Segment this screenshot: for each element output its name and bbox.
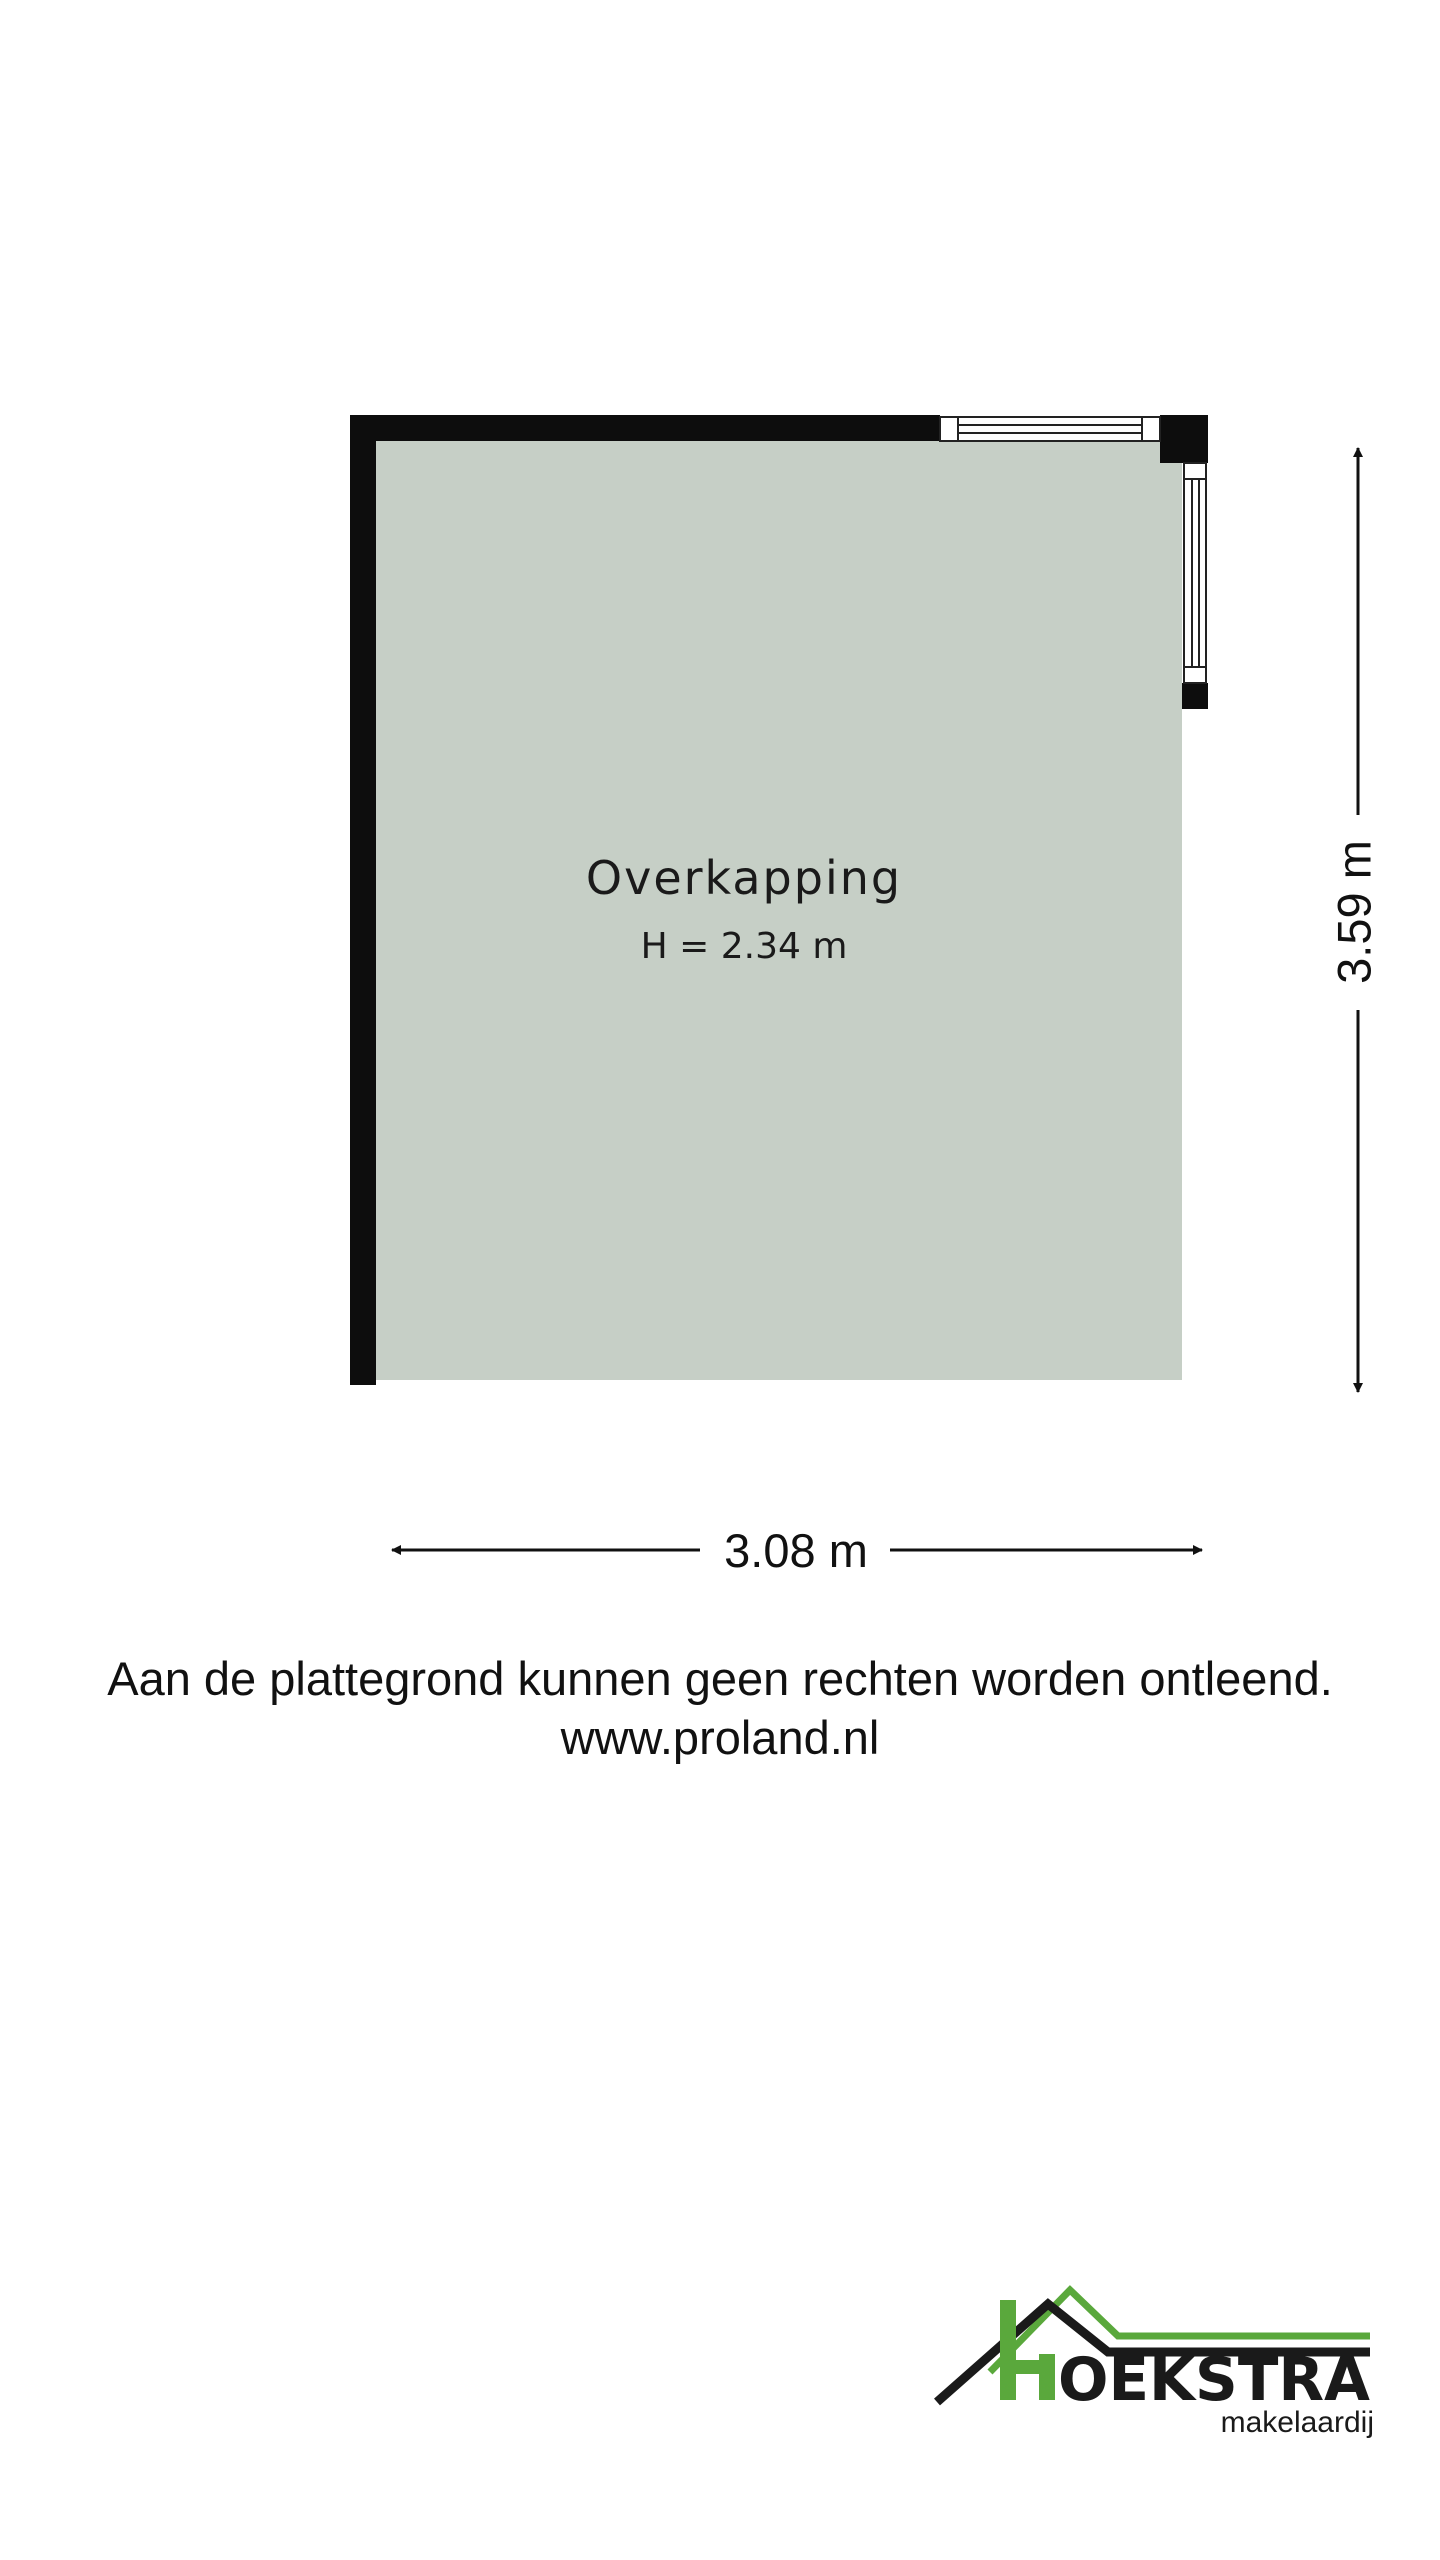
- right-window: [1184, 463, 1206, 683]
- logo-tagline: makelaardij: [1220, 2406, 1374, 2439]
- width-dimension: [392, 1524, 1202, 1577]
- website-link[interactable]: www.proland.nl: [560, 1711, 880, 1764]
- left-wall: [350, 415, 376, 1385]
- top-right-wall: [1160, 415, 1208, 463]
- room-name: Overkapping: [585, 851, 903, 905]
- disclaimer-text: Aan de plattegrond kunnen geen rechten worden ontleend.: [107, 1652, 1333, 1705]
- top-window: [940, 417, 1160, 441]
- hoekstra-logo: [937, 2290, 1374, 2439]
- width-label: 3.08 m: [724, 1524, 868, 1577]
- top-wall: [350, 415, 940, 441]
- room-floor: [376, 440, 1182, 1380]
- depth-label: 3.59 m: [1327, 840, 1381, 984]
- logo-brand-text: OEKSTRA: [1058, 2345, 1371, 2415]
- room-height: H = 2.34 m: [640, 926, 848, 967]
- right-wall-stub: [1182, 683, 1208, 709]
- depth-dimension: [1327, 448, 1380, 1392]
